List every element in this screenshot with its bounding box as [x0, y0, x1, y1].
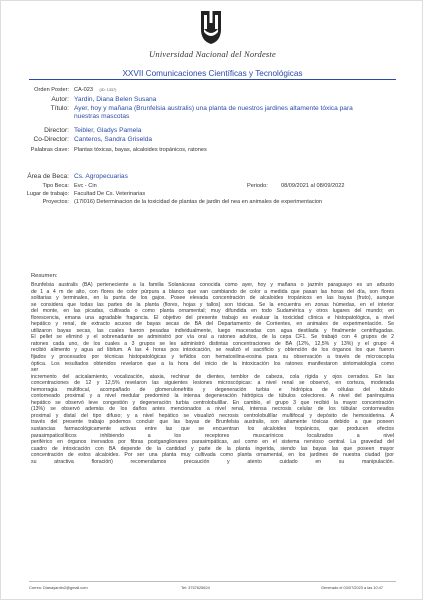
- resumen-line: Brunfelsia australis (BA) perteneciente a la familia Solanáceas conocida como ayer, hoy y mañana o jazmín paraguayo es un arbusto: [31, 282, 394, 288]
- tipo-beca-label: Tipo Beca:: [42, 183, 69, 189]
- autor-label: Autor:: [51, 96, 69, 103]
- footer-divider: [29, 581, 396, 582]
- conference-title: XXVII Comunicaciones Científicas y Tecnológicas: [122, 69, 303, 78]
- footer-email: Correo: Dianayardin2@gmail.com: [29, 585, 88, 590]
- resumen-line: ser: [31, 367, 39, 374]
- director-value: Teibler, Gladys Pamela: [74, 127, 142, 134]
- resumen-line: sustancias farmacológicamente activas entre las que se encuentran los alcaloides tropánicos, que producen efectos: [31, 426, 394, 433]
- title-divider: [29, 79, 396, 80]
- resumen-line: de 1 a 4 m de alto, con flores de color púrpura a blanco que van cambiando de color a medida que pasan las horas del día, son flores: [31, 288, 394, 295]
- resumen-line: El pellet se eliminó y el sobrenadante se administró por vía oral a ratones adultos, de la cepa CF1. Se trabajó con 4 grupos de 2: [31, 334, 394, 341]
- university-name: Universidad Nacional del Nordeste: [149, 49, 276, 59]
- resumen-line: óptica. Los resultados obtenidos revelaron que a la hora del inicio de la intoxicación los ratones manifestaron sintomatología como: [31, 360, 394, 367]
- footer-phone: Tel: 3757625624: [181, 585, 210, 590]
- resumen-line: se considera que todas las partes de la planta (flores, hojas y tallos) son tóxicas. Se la encuentra en zonas húmedas, en el interior: [31, 301, 394, 308]
- resumen-line: ratones cada uno, de los cuales a 3 grupos se les administró distintas concentraciones de BA (12%, 12,5% y 13%) y el grupo 4: [31, 340, 394, 347]
- resumen-heading: Resumen:: [31, 273, 58, 279]
- titulo-label: Título:: [50, 105, 69, 112]
- lugar-trabajo-label: Lugar de trabajo:: [26, 191, 69, 197]
- resumen-line: del monte, en las picadas, cultivada o como planta ornamental; muy difundida en todo Sudamérica y otros lugares del mundo; en: [31, 308, 394, 315]
- resumen-line: solitarias y terminales, en la punta de los gajos. Posee elevada concentración de alcaloides tropánicos en las bayas (fruto), aunque: [31, 295, 394, 302]
- resumen-line: fijados y procesados por técnicas histopatológicas y teñidos con hematoxilina-eosina para su observación a través de microscopía: [31, 354, 394, 361]
- resumen-line: hepático se observó leve congestión y degeneración turbia centrolobulillar. En cambio, el grupo 3 que recibió la mayor concentración: [31, 399, 394, 406]
- resumen-body: [31, 282, 394, 465]
- proyectos-value: (17I016) Determinacion de la toxicidad de plantas de jardin del nea en animales de experimentacion: [74, 199, 323, 205]
- proyectos-label: Proyectos:: [42, 199, 69, 205]
- resumen-line: florescencia, emana una agradable fragancia. El objetivo del presente trabajo es evaluar la toxicidad clínica e histopatológica, a nivel: [31, 314, 394, 321]
- resumen-line: parasimpaticolíticos inhibiendo a los receptores muscarínicos localizados a nivel: [31, 432, 394, 439]
- lugar-trabajo-value: Facultad De Cs. Veterinarias: [74, 191, 146, 197]
- resumen-line: su atractiva floración) recomendamos precaución y atento cuidado en su manipulación.: [31, 458, 394, 465]
- resumen-line: concentración de estos alcaloides. Por ser una planta muy cultivada como planta ornamental, en los jardines de nuestra ciudad (por: [31, 452, 394, 459]
- tipo-beca-value: Evc - Cin: [74, 183, 97, 189]
- director-label: Director:: [44, 127, 69, 134]
- poster-id: (ID: 1337): [99, 88, 117, 92]
- titulo-value: Ayer, hoy y mañana (Brunfelsia australis) una planta de nuestros jardines altamente tóxica para nuestras mascotas: [74, 105, 353, 120]
- codirector-label: Co-Director:: [33, 136, 69, 143]
- codirector-value: Canteros, Sandra Griselda: [74, 136, 153, 143]
- orden-poster-value: CA-023 (ID: 1337): [74, 87, 117, 93]
- periodo-label: Periodo:: [247, 183, 268, 189]
- resumen-line: contorneado proximal y a nivel medular predominó la intensa degeneración hidrópica de túbulos colectores. A nivel del parénquima: [31, 393, 394, 400]
- area-beca-value: Cs. Agropecuarias: [74, 173, 128, 180]
- orden-poster-label: Orden Poster:: [34, 87, 69, 93]
- resumen-line: incremento del acicalamiento, vocalización, ataxia, rechinar de dientes, temblor de cabeza, cola rígida y ojos cerrados. En las: [31, 373, 394, 380]
- resumen-line: recibió alimento y agua ad libitum. A las 4 horas pos intoxicación, se realizó el sacrificio y obtención de los órganos los que fueron: [31, 347, 394, 354]
- resumen-line: periférico en órganos inervados por fibras postganglionares parasimpáticas, así como en el sistema nervioso central. La gravedad del: [31, 439, 394, 446]
- footer-generated: Generado el 03/07/2023 a las 10:47: [321, 585, 384, 590]
- resumen-line: hepático y renal, de extracto acuoso de bayas secas de BA del Departamento de Corrientes, en animales de experimentación. Se: [31, 321, 394, 328]
- area-beca-label: Área de Beca:: [27, 173, 69, 180]
- resumen-line: (13%) se observó además de los daños antes mencionados a nivel renal, intensa necrosis celular de los túbular contorneados: [31, 406, 394, 413]
- unne-logo-icon: [181, 7, 241, 47]
- resumen-line: proximal y distal del tipo difuso; y a nivel hepático se visualizó necrosis centrolobulillar multifocal y depósito de hemosiderina. A: [31, 412, 394, 419]
- resumen-line: través del presente trabajo podemos concluir que las bayas de Brunfelsia australis, son altamente tóxicas debido a que poseen: [31, 419, 394, 426]
- palabras-clave-value: Plantas tóxicas, bayas, alcaloides tropánicos, ratones: [74, 147, 207, 153]
- resumen-line: utilizaron bayas secas, las cuales fueron pesadas individualmente, luego maceradas con agua destilada y finalmente centrifugadas.: [31, 327, 394, 334]
- resumen-line: concentraciones de 12 y 12,5% revelaron las siguientes lesiones microscópicas: a nivel renal se observó, en corteza, moderada: [31, 380, 394, 387]
- palabras-clave-label: Palabras clave:: [30, 147, 69, 153]
- autor-value: Yardin, Diana Belen Susana: [74, 96, 157, 103]
- resumen-line: hemorragia multifocal, acompañado de glomerulonefritis y degeneración turbia e hidrópica de células del túbulo: [31, 386, 394, 393]
- resumen-line: cuadro de intoxicación con BA depende de la cantidad y parte de la planta ingerida, siendo las bayas las que poseen mayor: [31, 445, 394, 452]
- periodo-value: 08/09/2021 al 08/09/2022: [281, 183, 345, 189]
